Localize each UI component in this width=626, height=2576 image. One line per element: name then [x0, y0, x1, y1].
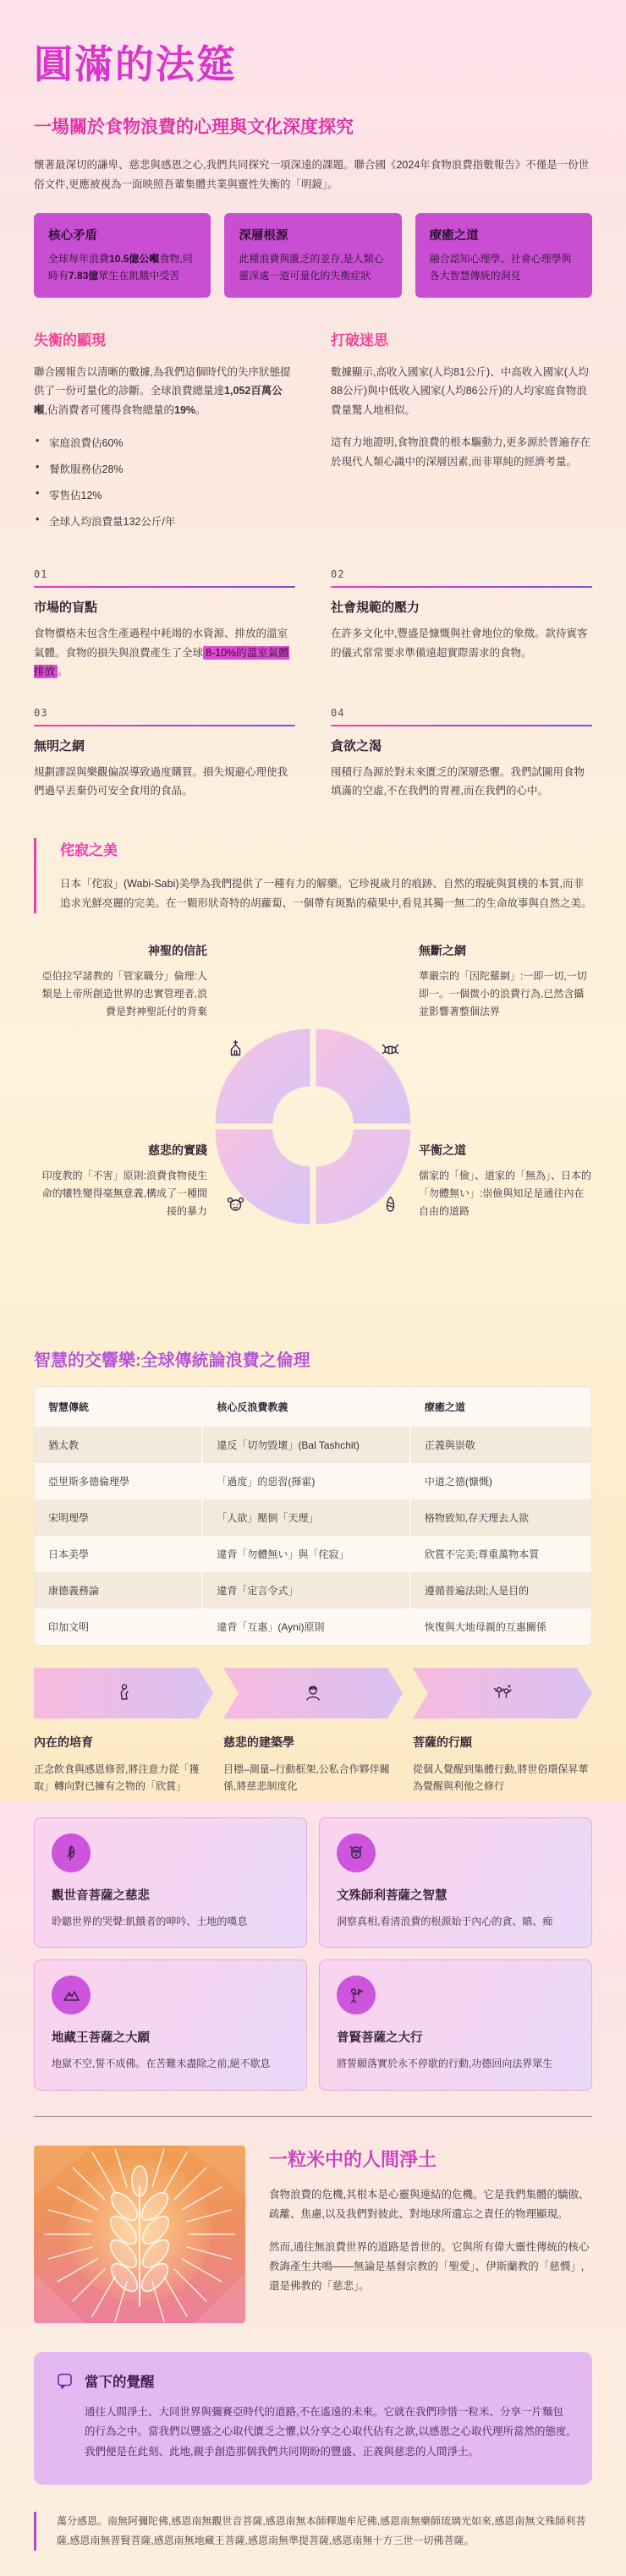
feather-icon [61, 1843, 81, 1863]
quote-icon [56, 2371, 74, 2390]
gratitude-footer [34, 2512, 592, 2551]
step-title: 菩薩的行願 [413, 1735, 472, 1750]
column-header: 智慧傳統 [35, 1387, 201, 1427]
awakening-header [56, 2370, 570, 2391]
child-face-icon [228, 1198, 244, 1210]
icon-circle [337, 1976, 376, 2014]
step-title: 內在的培育 [34, 1735, 93, 1750]
myth-column [331, 328, 592, 540]
driver-social-norms [331, 568, 592, 682]
awakening-text: 通往人間淨土、大同世界與彌賽亞時代的道路,不在遙遠的未來。它就在我們珍惜一粒米、分享一片麵包的行為之中。當我們以豐盛之心取代匱乏之懼,以分享之心取代佔有之欲,以感恩之心取代理所當然的態度,我們便是在此刻、此地,親手創造那個我們共同期盼的豐盛、正義與慈悲的人間淨土。 [85, 2405, 569, 2458]
practice-steps [34, 1668, 592, 1795]
myth-paragraph-2: 這有力地證明,食物浪費的根本驅動力,更多源於普遍存在於現代人類心識中的深層因素,而非單純的經濟考量。 [331, 436, 590, 468]
driver-market-blindspot [34, 568, 295, 682]
driver-text: 在許多文化中,豐盛是慷慨與社會地位的象徵。款待賓客的儀式常常要求準備遠超實際需求的食物。 [331, 628, 588, 659]
chevron-arrow [34, 1668, 213, 1718]
wabisabi-text: 日本「侘寂」(Wabi-Sabi)美學為我們提供了一種有力的解藥。它珍視歲月的痕跡、自然的瑕疵與質樸的本質,而非追求光鮮亮麗的完美。在一顆形狀奇特的胡蘿蔔、一個帶有斑點的蘋果中,看見其獨一無二的生命故事與自然之美。 [60, 877, 592, 909]
wabisabi-callout [34, 838, 592, 913]
card-text: 融合認知心理學、社會心理學與各大智慧傳統的洞見 [429, 253, 572, 282]
icon-circle [337, 1833, 376, 1872]
stats-columns [34, 328, 592, 540]
list-item: • 零售佔12% [34, 487, 295, 502]
bodhi-card-text: 洞察真相,看清浪費的根源始于內心的貪、瞋、痴 [337, 1915, 553, 1927]
driver-text: 規劃謬誤與樂觀偏誤導致過度購買。損失規避心理使我們過早丟棄仍可安全食用的食品。 [34, 765, 288, 797]
driver-title: 無明之網 [34, 738, 85, 754]
step-compassion-architecture [223, 1668, 403, 1795]
card-title: 療癒之道 [429, 229, 479, 244]
bodhisattva-cards [34, 1817, 592, 2091]
driver-greed [331, 707, 592, 801]
donut-segment-top-left [216, 1029, 310, 1124]
wisdom-table [34, 1386, 592, 1646]
column-header: 核心反浪費教義 [203, 1387, 409, 1427]
waste-stats-list [34, 435, 295, 529]
icon-circle [52, 1976, 91, 2014]
bodhi-card-title: 觀世音菩薩之慈悲 [52, 1888, 150, 1903]
wheel-item-text: 華嚴宗的「因陀羅網」:一即一切,一切即一。一個微小的浪費行為,已然含攝並影響著整個法界 [419, 970, 587, 1018]
owl-icon [346, 1843, 366, 1863]
card-title: 深層根源 [239, 229, 288, 244]
imbalance-column [34, 328, 295, 540]
driver-grid [34, 568, 592, 801]
awakening-heading: 當下的覺醒 [85, 2374, 155, 2390]
chevron-arrow [223, 1668, 403, 1718]
icon-circle [52, 1833, 91, 1872]
bodhi-card-text: 聆聽世界的哭聲:飢餓者的呻吟、土地的嘆息 [52, 1915, 248, 1927]
driver-title: 貪欲之渴 [331, 738, 382, 754]
pureland-paragraph-1: 食物浪費的危機,其根本是心靈與連結的危機。它是我們集體的驕傲、疏離、焦慮,以及我們對彼此、對地球所遺忘之責任的物理顯現。 [269, 2188, 590, 2220]
bodhi-card-text: 將誓願落實於永不停歇的行動,功德回向法界眾生 [337, 2058, 553, 2070]
gratitude-text: 萬分感恩。南無阿彌陀佛,感恩南無觀世音菩薩,感恩南無本師釋迦牟尼佛,感恩南無藥師琉璃光如來,感恩南無文殊師利菩薩,感恩南無普賢菩薩,感恩南無地藏王菩薩,感恩南無準提菩薩,感恩南無十方三世一切佛菩薩。 [57, 2514, 586, 2546]
driver-number: 01 [34, 568, 48, 581]
praying-person-icon [112, 1681, 135, 1705]
step-title: 慈悲的建築學 [223, 1735, 294, 1750]
imbalance-text: 聯合國報告以清晰的數據,為我們這個時代的失序狀態提供了一份可量化的診斷。全球浪費總量達1,052百萬公噸,佔消費者可獲得食物總量的19%。 [34, 365, 291, 416]
gradient-rule [331, 725, 592, 726]
pureland-section [34, 2146, 592, 2323]
builder-icon [301, 1681, 325, 1705]
wabisabi-heading: 侘寂之美 [60, 841, 118, 858]
summary-card-core-contradiction [34, 213, 211, 298]
driver-title: 社會規範的壓力 [331, 600, 420, 616]
wrapped-food-icon [387, 1198, 394, 1212]
driver-number: 04 [331, 706, 345, 719]
wheel-item-balance-way [419, 1142, 592, 1220]
church-icon [232, 1041, 240, 1055]
step-text: 目標–測量–行動框架,公私合作夥伴關係,將慈悲制度化 [223, 1763, 390, 1793]
table-row: 康德義務論 違背「定言令式」 遵循普遍法則;人是目的 [35, 1572, 591, 1609]
myth-paragraph-1: 數據顯示,高收入國家(人均81公斤)、中高收入國家(人均88公斤)與中低收入國家(人均86公斤)的人均家庭食物浪費量驚人地相似。 [331, 365, 589, 416]
imbalance-heading: 失衡的顯現 [34, 332, 106, 348]
pureland-paragraph-2: 然而,通往無浪費世界的道路是普世的。它與所有偉大靈性傳統的核心教誨產生共鳴——無論是基督宗教的「聖愛」、伊斯蘭教的「慈憫」,還是佛教的「慈悲」。 [269, 2240, 590, 2293]
community-icon [491, 1681, 514, 1705]
summary-cards [34, 213, 592, 298]
section-divider [34, 2116, 592, 2117]
table-row: 印加文明 違背「互惠」(Ayni)原則 恢復與大地母親的互惠關係 [35, 1609, 591, 1645]
driver-number: 03 [34, 706, 48, 719]
gradient-rule [34, 725, 295, 726]
chevron-arrow [413, 1668, 592, 1718]
wheel-item-compassion-practice [34, 1142, 207, 1220]
wisdom-wheel [34, 929, 592, 1324]
page-title: 圓滿的法筵 [34, 42, 237, 86]
card-samantabhadra [319, 1959, 592, 2090]
bug-icon [383, 1045, 398, 1054]
summary-card-healing-path [415, 213, 592, 298]
gradient-rule [331, 586, 592, 588]
wheel-item-indra-net [419, 942, 592, 1021]
donut-segment-top-right [316, 1029, 411, 1124]
page-subtitle: 一場關於食物浪費的心理與文化深度探究 [34, 118, 354, 137]
driver-ignorance [34, 707, 295, 801]
list-item: • 餐飲服務佔28% [34, 461, 295, 476]
table-row: 亞里斯多德倫理學 「過度」的惡習(揮霍) 中道之德(慷慨) [35, 1463, 591, 1499]
table-row: 猶太教 違反「切勿毀壞」(Bal Tashchit) 正義與崇敬 [35, 1427, 591, 1463]
gradient-rule [34, 586, 295, 588]
driver-text: 食物價格未包含生產過程中耗竭的水資源、排放的溫室氣體。食物的損失與浪費產生了全球 8-10%的溫室氣體排放 。 [34, 628, 289, 678]
wheel-item-title: 無斷之網 [419, 944, 466, 958]
donut-diagram [213, 1027, 413, 1226]
driver-text: 囤積行為源於對未來匱乏的深層恐懼。我們試圖用食物填滿的空虛,不在我們的胃裡,而在我們的心中。 [331, 765, 585, 797]
step-text: 從個人覺醒到集體行動,將世俗環保昇華為覺醒與利他之修行 [413, 1763, 589, 1793]
bodhi-card-title: 普賢菩薩之大行 [337, 2031, 423, 2046]
awakening-callout [34, 2352, 592, 2485]
wheel-item-sacred-trust [34, 942, 207, 1021]
wheat-illustration [34, 2146, 245, 2323]
card-text: 全球每年浪費10.5億公噸食物,同時有7.83億眾生在飢餓中受苦 [48, 253, 193, 282]
list-item: • 家庭浪費佔60% [34, 435, 295, 450]
bodhi-card-title: 地藏王菩薩之大願 [52, 2031, 150, 2046]
card-text: 此種浪費與匱乏的並存,是人類心靈深處一道可量化的失衡症狀 [239, 253, 384, 282]
card-manjusri [319, 1817, 592, 1948]
table-row: 日本美學 違背「勿體無い」與「侘寂」 欣賞不完美;尊重萬物本質 [35, 1536, 591, 1572]
wheel-item-title: 慈悲的實踐 [148, 1143, 207, 1158]
card-ksitigarbha [34, 1959, 307, 2090]
pureland-text [269, 2146, 592, 2323]
card-title: 核心矛盾 [48, 229, 97, 244]
wheel-item-title: 神聖的信託 [148, 944, 207, 958]
column-header: 療癒之道 [411, 1387, 592, 1427]
wheel-item-text: 印度教的「不害」原則:浪費食物使生命的犧牲變得毫無意義,構成了一種間接的暴力 [41, 1170, 207, 1218]
summary-card-deep-root [224, 213, 401, 298]
wisdom-table-heading: 智慧的交響樂:全球傳統論浪費之倫理 [34, 1351, 310, 1371]
driver-number: 02 [331, 568, 345, 581]
wheel-item-text: 儒家的「儉」、道家的「無為」、日本的「勿體無い」:崇儉與知足是通往內在自由的道路 [419, 1170, 592, 1218]
card-avalokitesvara [34, 1817, 307, 1948]
wheel-item-title: 平衡之道 [419, 1143, 466, 1158]
intro-paragraph: 懷著最深切的謙卑、慈悲與感恩之心,我們共同探究一項深遠的課題。聯合國《2024年食物浪費指數報告》不僅是一份世俗文件,更應被視為一面映照吾輩集體共業與靈性失衡的「明鏡」。 [34, 159, 590, 191]
wheel-item-text: 亞伯拉罕諸教的「管家職分」倫理:人類是上帝所創造世界的忠實管理者,浪費是對神聖託付的背棄 [41, 970, 207, 1018]
myth-heading: 打破迷思 [331, 332, 388, 348]
bodhi-card-text: 地獄不空,誓不成佛。在苦難未盡除之前,絕不歇息 [52, 2058, 271, 2070]
table-header-row [35, 1387, 591, 1427]
bodhi-card-title: 文殊師利菩薩之智慧 [337, 1888, 448, 1903]
table-row: 宋明理學 「人欲」壓倒「天理」 格物致知,存天理去人欲 [35, 1499, 591, 1536]
step-text: 正念飲食與感恩修習,將注意力從「獲取」轉向對已擁有之物的「欣賞」 [34, 1763, 200, 1793]
mountain-icon [61, 1985, 81, 2005]
highlighted-text: 8-10%的溫室氣體排放 [34, 646, 289, 678]
driver-title: 市場的盲點 [34, 600, 98, 616]
donut-segment-bottom-right [316, 1130, 411, 1225]
pureland-heading: 一粒米中的人間淨土 [269, 2148, 437, 2170]
donut-segment-bottom-left [216, 1130, 310, 1225]
person-flag-icon [346, 1985, 366, 2005]
step-inner-cultivation [34, 1668, 213, 1795]
step-bodhisattva-vow [413, 1668, 592, 1795]
list-item: • 全球人均浪費量132公斤/年 [34, 513, 295, 529]
